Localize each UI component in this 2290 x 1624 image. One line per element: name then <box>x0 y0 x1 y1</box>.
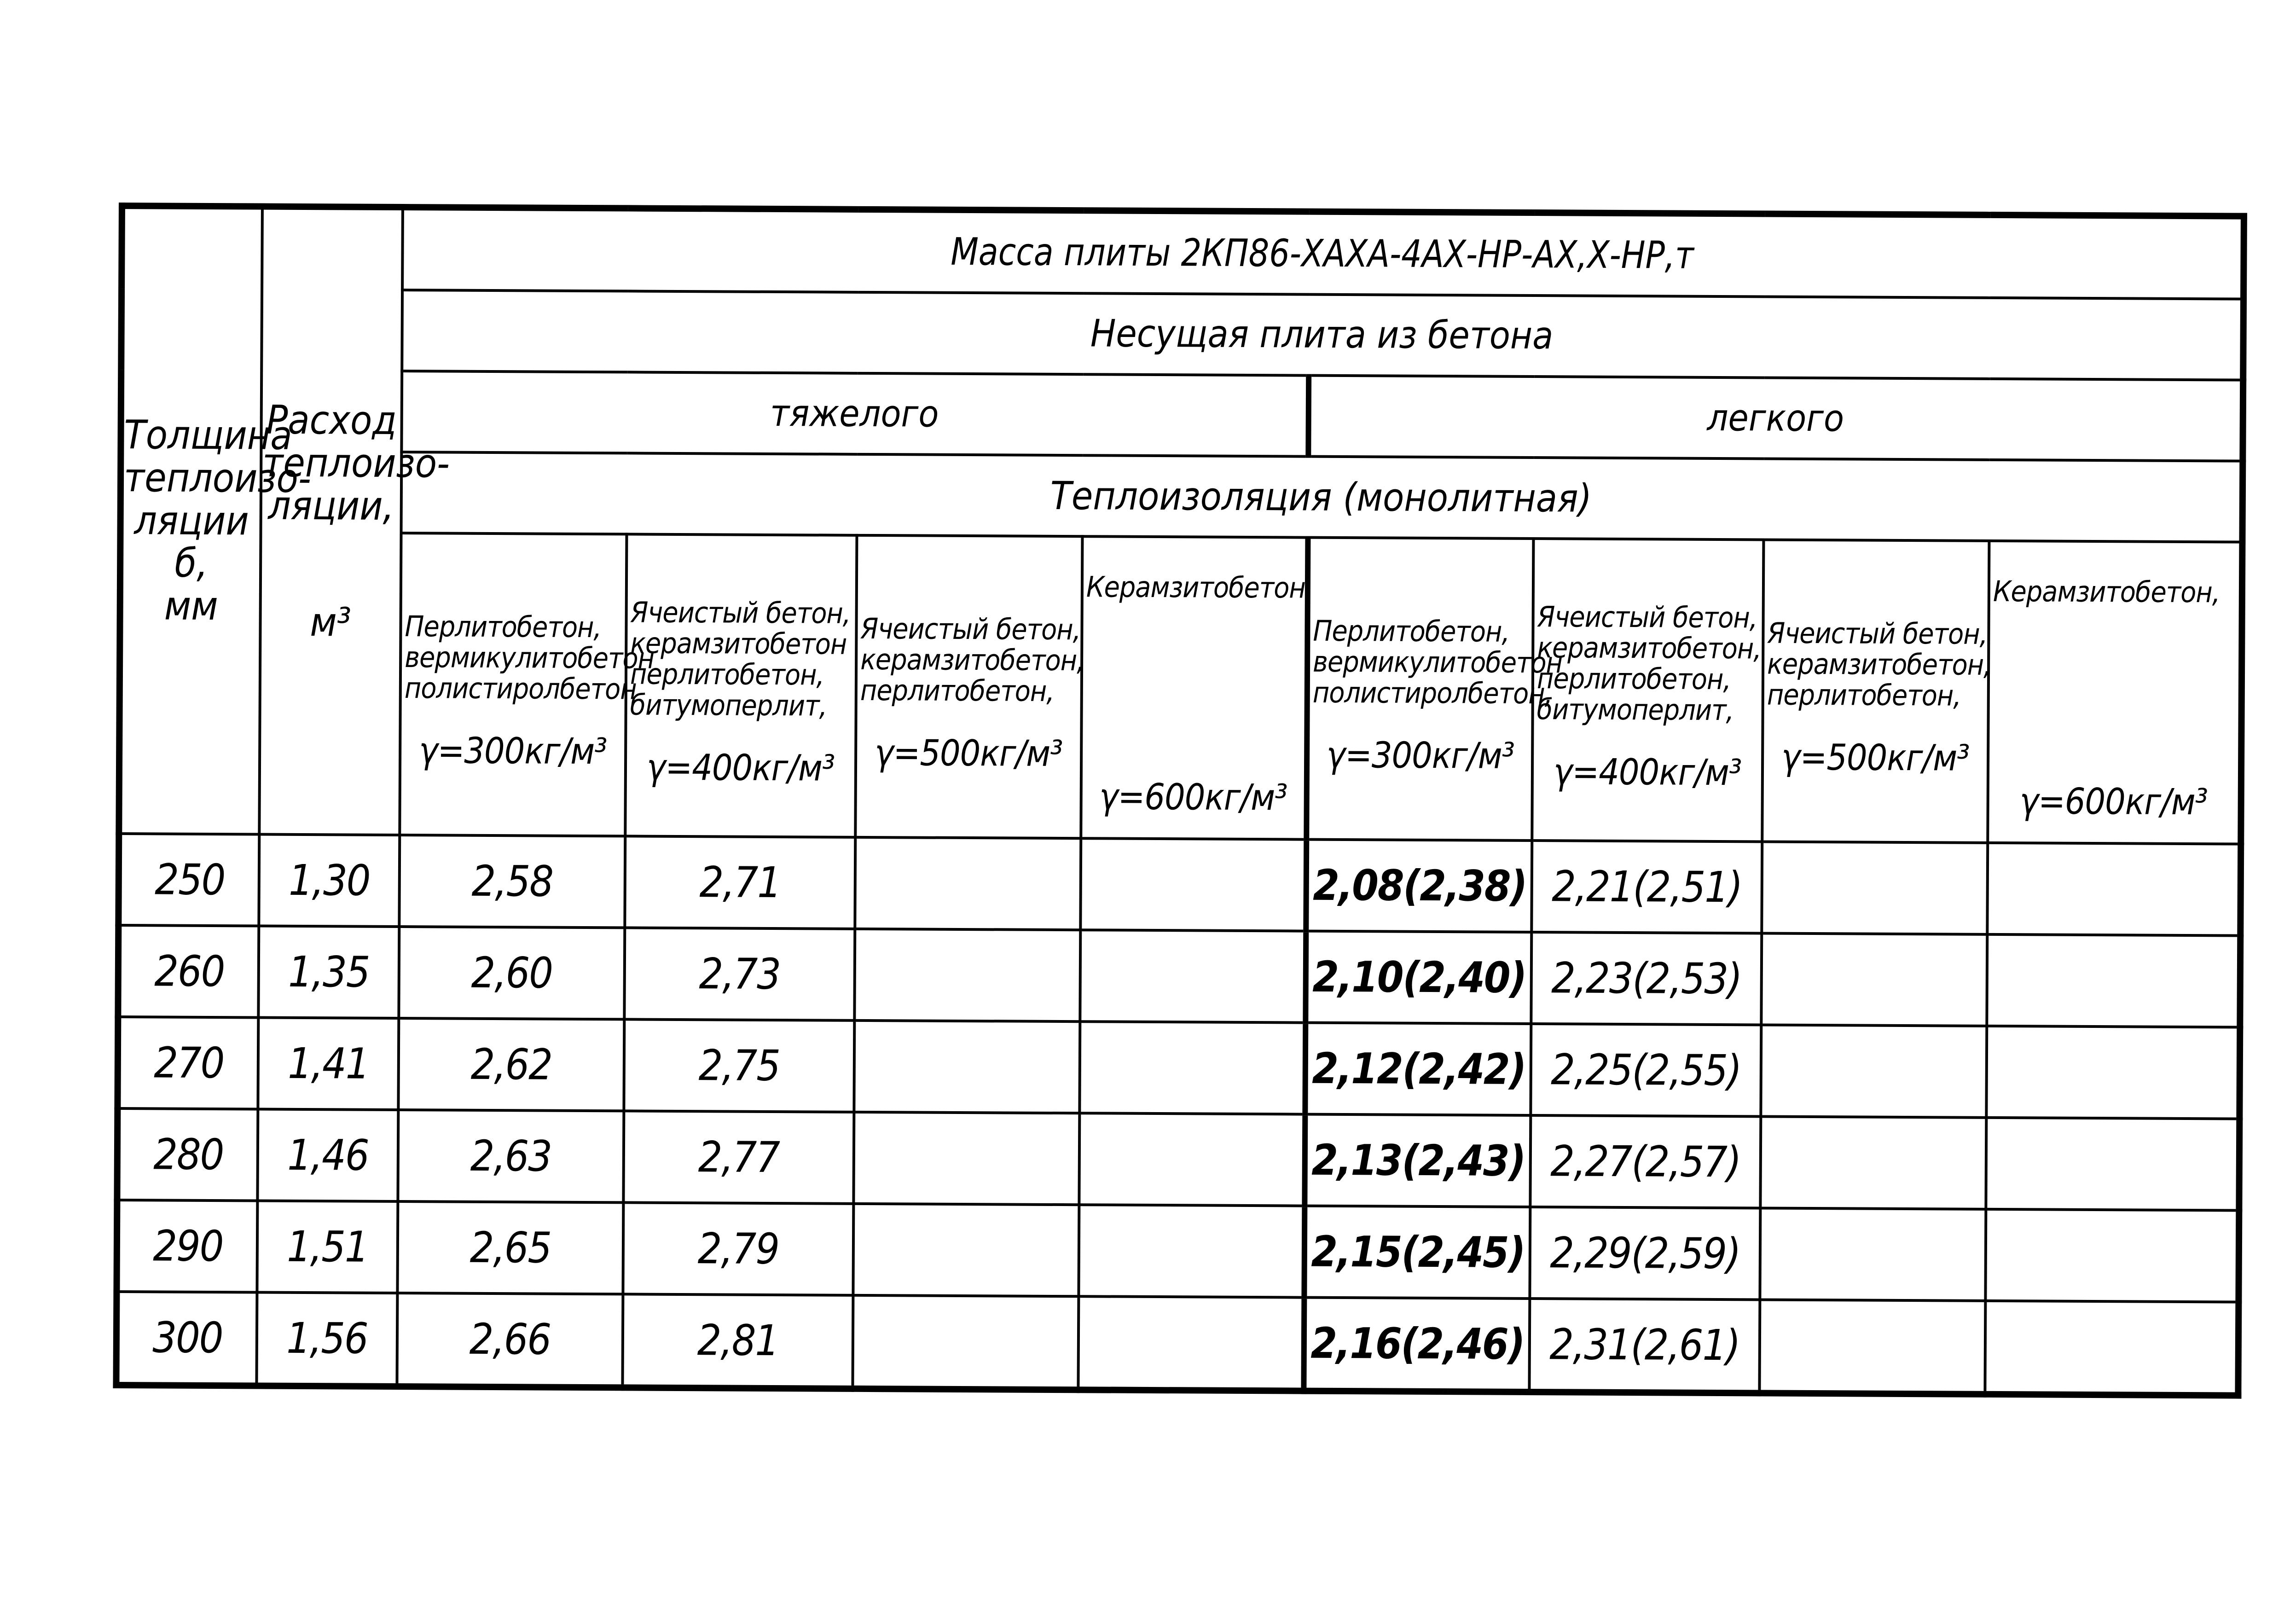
table-cell <box>1080 838 1306 931</box>
table-cell: 2,23(2,53) <box>1531 932 1762 1025</box>
heavy-concrete-header: тяжелого <box>401 371 1309 457</box>
material-name-line: битумоперлит, <box>1536 692 1734 727</box>
table-cell: 2,10(2,40) <box>1305 931 1531 1024</box>
material-header <box>1988 541 2242 844</box>
table-cell: 2,60 <box>399 927 625 1019</box>
material-density: γ=300кг/м³ <box>1326 735 1514 777</box>
material-name-line: керамзитобетон, <box>860 643 1085 678</box>
material-density: γ=600кг/м³ <box>2019 781 2208 824</box>
table-cell <box>1760 1208 1986 1300</box>
table-cell: 260 <box>118 925 259 1017</box>
table-cell: 1,51 <box>257 1201 398 1293</box>
material-name-line: Ячеистый бетон, <box>860 612 1081 647</box>
table-cell: 2,29(2,59) <box>1530 1207 1760 1299</box>
material-density: γ=500кг/м³ <box>874 732 1063 775</box>
material-density: γ=600кг/м³ <box>1099 776 1287 819</box>
material-name-line: Ячеистый бетон, <box>630 595 851 630</box>
material-name-line: битумоперлит, <box>630 688 827 723</box>
table-cell: 1,46 <box>257 1109 398 1201</box>
table-cell <box>1987 934 2240 1027</box>
table-row <box>118 834 2241 936</box>
material-density: γ=300кг/м³ <box>418 730 607 773</box>
material-density: γ=500кг/м³ <box>1781 737 1970 779</box>
table-cell <box>854 929 1080 1021</box>
table-row <box>117 1017 2240 1119</box>
material-density: γ=400кг/м³ <box>646 747 835 789</box>
material-header <box>1081 536 1313 839</box>
table-cell: 2,21(2,51) <box>1531 841 1762 933</box>
thickness-header-line: б, <box>174 540 209 587</box>
material-name-line: перлитобетон, <box>630 657 824 692</box>
table-title: Масса плиты 2КП86-ХАХА-4АХ-НР-АХ,Х-НР,т <box>448 208 2198 299</box>
table-cell <box>852 1295 1078 1390</box>
material-name-line: вермикулитобетон <box>405 640 655 676</box>
consumption-header-line: ляции, <box>268 482 394 529</box>
insulation-header: Теплоизоляция (монолитная) <box>401 452 2243 542</box>
table-cell <box>853 1204 1079 1296</box>
table-cell <box>1985 1301 2238 1396</box>
material-header <box>1762 539 1992 842</box>
table-subtitle: Несущая плита из бетона <box>402 290 2244 380</box>
material-name-line: керамзитобетон, <box>1537 630 1762 666</box>
table-cell: 1,30 <box>259 835 400 927</box>
material-header <box>855 535 1085 838</box>
table-cell: 2,77 <box>623 1111 854 1203</box>
material-name-line: Керамзитобетон, <box>1086 570 1313 605</box>
material-name-line: Перлитобетон, <box>1313 614 1510 649</box>
table-cell <box>1761 933 1987 1026</box>
table-row <box>116 1292 2238 1396</box>
material-name-line: вермикулитобетон <box>1312 645 1563 680</box>
material-name-line: Керамзитобетон, <box>1993 574 2220 609</box>
table-cell: 1,35 <box>258 926 399 1018</box>
material-header <box>625 534 857 837</box>
table-cell <box>853 1112 1079 1205</box>
consumption-header-line: Расход <box>266 397 397 444</box>
thickness-header <box>119 206 312 834</box>
table-cell: 2,66 <box>397 1293 623 1387</box>
table-cell: 1,56 <box>256 1292 397 1386</box>
document-sheet <box>113 203 2241 1398</box>
table-cell <box>1986 1026 2240 1119</box>
table-cell <box>1985 1209 2239 1302</box>
thickness-header-line: теплоизо- <box>123 454 312 502</box>
table-cell: 2,62 <box>398 1018 624 1111</box>
table-cell: 270 <box>117 1017 258 1109</box>
table-cell: 2,08(2,38) <box>1306 840 1532 932</box>
table-cell <box>1080 930 1306 1022</box>
table-row <box>118 925 2240 1027</box>
material-name-line: полистиролбетон, <box>1312 676 1553 711</box>
thickness-header-line: мм <box>164 583 218 630</box>
table-cell: 280 <box>117 1108 258 1201</box>
table-cell <box>1762 841 1988 934</box>
table-cell: 300 <box>116 1292 257 1386</box>
material-name-line: керамзитобетон <box>630 626 847 661</box>
table-cell <box>854 1021 1080 1113</box>
table-cell <box>1759 1299 1985 1394</box>
table-cell: 2,15(2,45) <box>1304 1206 1530 1299</box>
table-cell: 2,13(2,43) <box>1304 1114 1531 1207</box>
material-header <box>1306 538 1563 841</box>
table-cell <box>1987 843 2241 936</box>
table-cell: 2,75 <box>624 1019 854 1112</box>
material-name-line: керамзитобетон, <box>1767 647 1992 682</box>
material-name-line: Перлитобетон, <box>405 609 602 644</box>
thickness-header-line: Толщина <box>124 412 292 459</box>
table-cell <box>855 837 1081 930</box>
material-name-line: полистиролбетон <box>404 671 637 706</box>
material-name-line: перлитобетон, <box>1536 661 1731 696</box>
table-cell: 290 <box>116 1200 257 1292</box>
table-cell <box>1079 1021 1305 1114</box>
table-cell: 2,63 <box>398 1110 624 1202</box>
table-cell: 250 <box>118 834 259 926</box>
thickness-header-line: ляции <box>134 497 249 544</box>
table-cell: 2,27(2,57) <box>1530 1115 1761 1208</box>
material-name-line: перлитобетон, <box>860 673 1055 708</box>
consumption-header-line: м³ <box>310 599 351 646</box>
table-cell: 2,65 <box>397 1201 623 1294</box>
table-cell: 2,73 <box>624 928 855 1020</box>
table-cell: 2,71 <box>625 836 855 928</box>
material-density: γ=400кг/м³ <box>1553 751 1742 794</box>
material-header <box>1532 539 1763 841</box>
table-cell <box>1760 1116 1986 1209</box>
table-cell <box>1761 1025 1987 1117</box>
table-cell: 2,79 <box>623 1202 853 1295</box>
table-row <box>116 1200 2239 1302</box>
table-cell: 2,31(2,61) <box>1529 1299 1760 1393</box>
table-cell: 1,41 <box>258 1018 399 1110</box>
material-name-line: перлитобетон, <box>1767 678 1961 713</box>
table-cell: 2,16(2,46) <box>1304 1298 1530 1392</box>
table-cell: 2,81 <box>622 1294 853 1388</box>
material-name-line: Ячеистый бетон, <box>1537 600 1757 635</box>
table-cell <box>1986 1118 2239 1211</box>
material-header-row <box>119 532 2242 844</box>
material-header <box>400 533 655 836</box>
table-cell: 2,58 <box>399 835 625 928</box>
table-cell: 2,25(2,55) <box>1531 1024 1761 1116</box>
consumption-header-line: теплоизо- <box>262 440 450 487</box>
material-name-line: Ячеистый бетон, <box>1767 616 1988 651</box>
table-cell <box>1078 1296 1304 1391</box>
light-concrete-header: легкого <box>1308 376 2243 461</box>
table-cell <box>1079 1113 1305 1206</box>
table-row <box>117 1108 2239 1211</box>
mass-table <box>113 203 2247 1399</box>
consumption-header <box>259 207 450 835</box>
table-cell: 2,12(2,42) <box>1305 1023 1531 1115</box>
table-cell <box>1078 1205 1304 1297</box>
